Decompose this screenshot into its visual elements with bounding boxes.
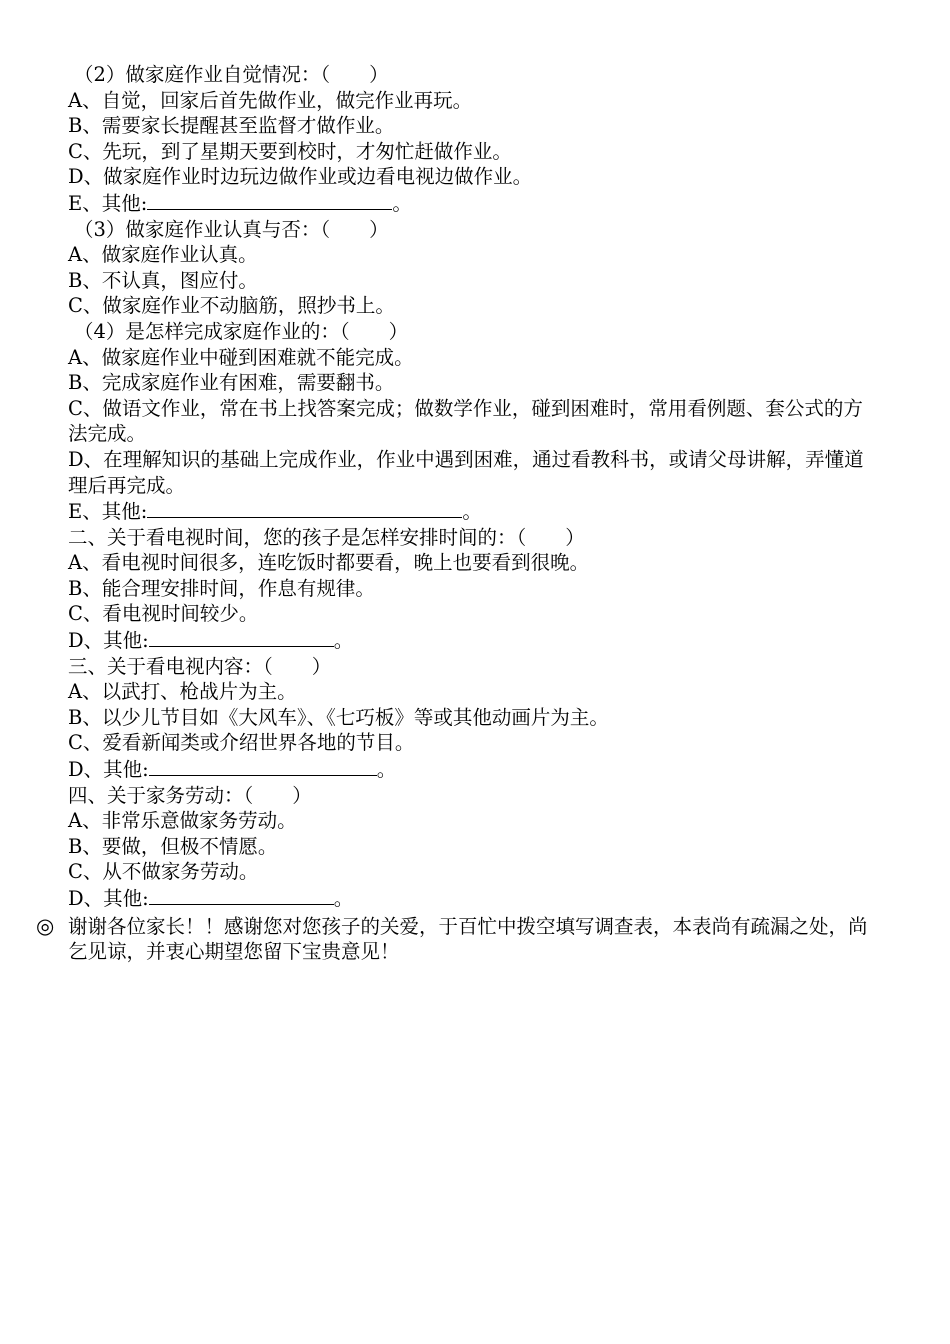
question-4-option-e xyxy=(68,498,880,525)
section-4-option-d xyxy=(68,885,880,912)
question-2-option-a: A、自觉，回家后首先做作业，做完作业再玩。 xyxy=(68,88,473,112)
section-3-option-a: A、以武打、枪战片为主。 xyxy=(68,680,297,704)
question-3-option-a: A、做家庭作业认真。 xyxy=(68,243,258,267)
question-4-option-e-label: E、其他: xyxy=(68,500,148,524)
section-3-title: 三、关于看电视内容：（ ） xyxy=(68,654,332,678)
question-4-title: （4）是怎样完成家庭作业的：（ ） xyxy=(74,319,409,343)
section-2-other-blank[interactable] xyxy=(149,627,334,647)
question-3-title: （3）做家庭作业认真与否：（ ） xyxy=(74,217,389,241)
section-4-option-a: A、非常乐意做家务劳动。 xyxy=(68,809,297,833)
closing-note xyxy=(36,913,880,965)
survey-page xyxy=(36,62,880,965)
section-3-option-b: B、以少儿节目如《大风车》、《七巧板》等或其他动画片为主。 xyxy=(68,705,609,729)
section-3-option-d-label: D、其他: xyxy=(68,758,149,782)
section-4-option-c: C、从不做家务劳动。 xyxy=(68,860,259,884)
question-2-option-e xyxy=(68,190,880,217)
section-2-option-a: A、看电视时间很多，连吃饭时都要看，晚上也要看到很晚。 xyxy=(68,551,590,575)
question-4-option-a: A、做家庭作业中碰到困难就不能完成。 xyxy=(68,345,414,369)
section-3-option-d xyxy=(68,756,880,783)
question-4-option-d: D、在理解知识的基础上完成作业，作业中遇到困难，通过看教科书，或请父母讲解，弄懂道理后再完成。 xyxy=(68,447,864,497)
question-2-option-c: C、先玩，到了星期天要到校时，才匆忙赶做作业。 xyxy=(68,139,512,163)
section-4-other-blank[interactable] xyxy=(149,885,334,905)
question-2-option-e-end: 。 xyxy=(392,191,412,215)
question-2-other-blank[interactable] xyxy=(147,190,392,210)
question-4-option-b: B、完成家庭作业有困难，需要翻书。 xyxy=(68,371,395,395)
question-3-option-b: B、不认真，图应付。 xyxy=(68,268,258,292)
section-4-option-d-label: D、其他: xyxy=(68,887,149,910)
closing-text: 谢谢各位家长！！感谢您对您孩子的关爱，于百忙中拨空填写调查表，本表尚有疏漏之处，尚乞见谅，并衷心期望您留下宝贵意见！ xyxy=(68,914,868,964)
question-2-option-d: D、做家庭作业时边玩边做作业或边看电视边做作业。 xyxy=(68,165,533,189)
section-2-option-d xyxy=(68,627,880,654)
question-4-option-c: C、做语文作业，常在书上找答案完成；做数学作业，碰到困难时，常用看例题、套公式的方法完成。 xyxy=(68,396,863,446)
section-4-title: 四、关于家务劳动：（ ） xyxy=(68,783,312,807)
section-2-option-d-end: 。 xyxy=(333,629,354,653)
section-4-option-b: B、要做，但极不情愿。 xyxy=(68,834,278,858)
section-2-option-d-label: D、其他: xyxy=(68,629,149,653)
section-2-title: 二、关于看电视时间，您的孩子是怎样安排时间的：（ ） xyxy=(68,525,585,549)
question-2-title: （2）做家庭作业自觉情况：（ ） xyxy=(74,63,389,86)
section-3-option-d-end: 。 xyxy=(376,758,397,782)
question-2-option-b: B、需要家长提醒甚至监督才做作业。 xyxy=(68,114,395,138)
section-3-option-c: C、爱看新闻类或介绍世界各地的节目。 xyxy=(68,731,415,755)
question-3-option-c: C、做家庭作业不动脑筋，照抄书上。 xyxy=(68,294,395,318)
section-4-option-d-end: 。 xyxy=(333,887,354,910)
question-2-option-e-label: E、其他: xyxy=(68,191,148,215)
question-4-other-blank[interactable] xyxy=(147,498,462,518)
bullseye-icon: ◎ xyxy=(36,913,55,938)
section-2-option-c: C、看电视时间较少。 xyxy=(68,602,259,626)
question-4-option-e-end: 。 xyxy=(462,500,482,524)
section-2-option-b: B、能合理安排时间，作息有规律。 xyxy=(68,576,375,600)
section-3-other-blank[interactable] xyxy=(149,756,377,776)
